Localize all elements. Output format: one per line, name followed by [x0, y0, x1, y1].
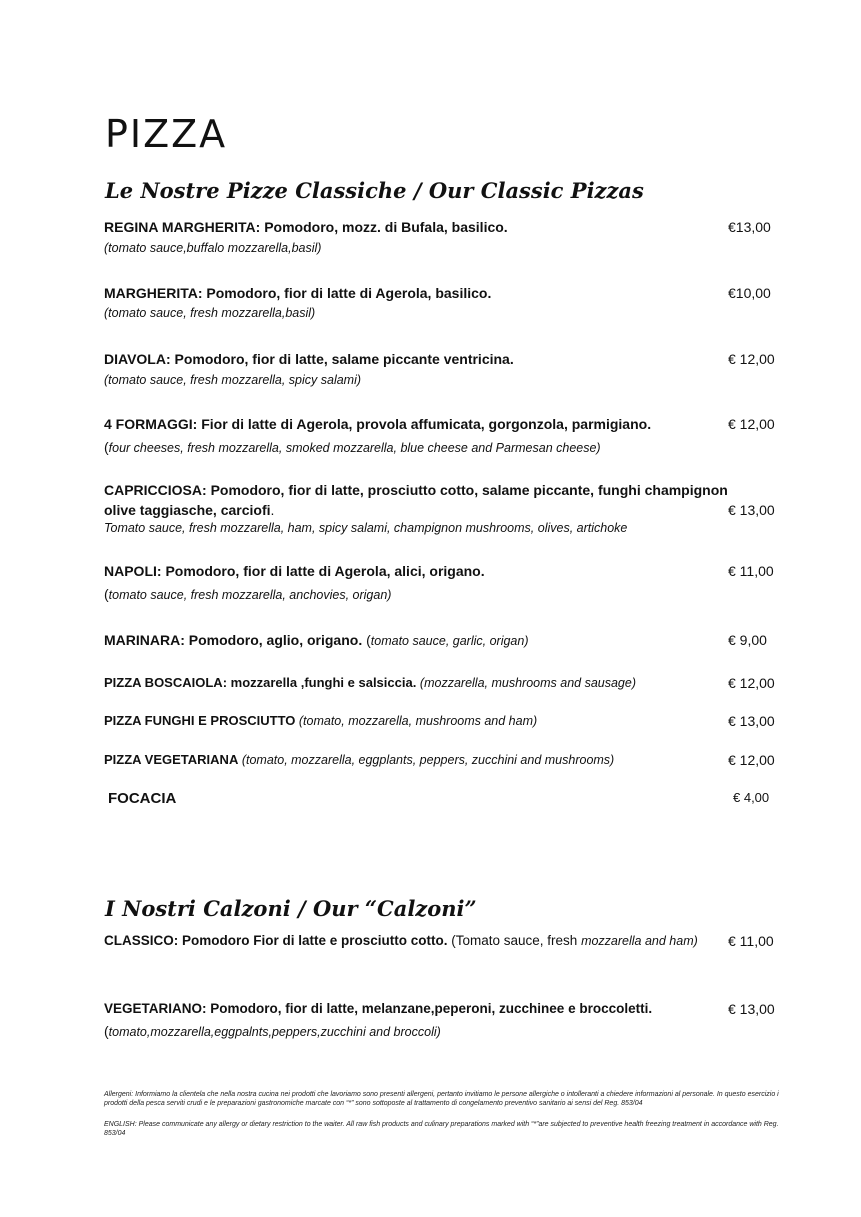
item-translation: tomato sauce, garlic, origan): [370, 634, 529, 648]
item-price: € 12,00: [728, 416, 775, 432]
item-name: NAPOLI: [104, 563, 157, 579]
item-translation: (tomato,mozzarella,eggpalnts,peppers,zucchini and broccoli): [104, 1023, 441, 1039]
item-desc: : Pomodoro, fior di latte, prosciutto cotto, salame piccante, funghi champignon: [202, 482, 728, 498]
menu-item: [104, 563, 485, 579]
page-title: PIZZA: [105, 112, 228, 156]
item-name: MARGHERITA: [104, 285, 198, 301]
menu-item: [104, 1001, 652, 1016]
item-name: REGINA MARGHERITA: [104, 219, 256, 235]
item-name: 4 FORMAGGI: [104, 416, 193, 432]
item-translation-plain: (Tomato sauce, fresh: [447, 933, 582, 948]
item-translation: (tomato, mozzarella, mushrooms and ham): [295, 714, 538, 728]
item-name: CLASSICO: Pomodoro Fior di latte e prosciutto cotto.: [104, 933, 448, 948]
item-price: €10,00: [728, 285, 771, 301]
item-price: € 12,00: [728, 351, 775, 367]
item-price: € 13,00: [728, 1001, 775, 1017]
item-price: € 13,00: [728, 502, 775, 518]
item-translation: (tomato sauce, fresh mozzarella, spicy salami): [104, 373, 362, 387]
menu-item: [104, 713, 537, 728]
item-name: MARINARA: [104, 632, 181, 648]
item-desc: : Pomodoro, fior di latte di Agerola, basilico.: [197, 285, 492, 301]
item-name: FOCACIA: [108, 790, 177, 807]
menu-item: [104, 219, 508, 235]
item-price: €13,00: [728, 219, 771, 235]
item-desc: : mozzarella ,funghi e salsiccia.: [222, 675, 420, 690]
item-desc: : Pomodoro, fior di latte di Agerola, alici, origano.: [156, 563, 485, 579]
item-desc-continued: olive taggiasche, carciofi.: [104, 502, 275, 518]
section-heading-classic: Le Nostre Pizze Classiche / Our Classic Pizzas: [105, 178, 644, 203]
item-translation: (tomato sauce, fresh mozzarella, anchovies, origan): [104, 586, 392, 602]
menu-item: [104, 482, 728, 498]
item-name: CAPRICCIOSA: [104, 482, 203, 498]
paren: (: [104, 439, 109, 455]
item-desc: : Fior di latte di Agerola, provola affumicata, gorgonzola, parmigiano.: [192, 416, 652, 432]
item-desc: : Pomodoro, aglio, origano.: [180, 632, 367, 648]
item-translation: [104, 439, 601, 455]
item-price: € 4,00: [733, 790, 770, 805]
item-price: € 11,00: [728, 933, 774, 949]
item-price: € 12,00: [728, 675, 775, 691]
item-desc: : Pomodoro, mozz. di Bufala, basilico.: [255, 219, 508, 235]
item-translation: Tomato sauce, fresh mozzarella, ham, spicy salami, champignon mushrooms, olives, artichoke: [104, 521, 628, 535]
menu-item: [104, 675, 636, 690]
item-translation: mozzarella and ham): [581, 934, 698, 948]
translation-text: four cheeses, fresh mozzarella, smoked mozzarella, blue cheese and Parmesan cheese): [108, 441, 601, 455]
menu-item: [104, 285, 491, 301]
allergen-notice-en: ENGLISH: Please communicate any allergy or dietary restriction to the waiter. All raw fish products and culinary preparations marked with “*”are subjected to preventive health freezing treatment in accordance with Reg. 853/04: [104, 1121, 779, 1138]
item-translation: (tomato sauce,buffalo mozzarella,basil): [104, 241, 322, 255]
item-name: PIZZA VEGETARIANA: [104, 752, 239, 767]
item-price: € 13,00: [728, 713, 775, 729]
item-name: PIZZA BOSCAIOLA: [104, 675, 223, 690]
item-price: € 11,00: [728, 563, 774, 579]
item-price: € 9,00: [728, 632, 767, 648]
allergen-notice-it: Allergeni: Informiamo la clientela che nella nostra cucina nei prodotti che lavoriamo sono presenti allergeni, pertanto invitiamo le persone allergiche o intolleranti a chiedere informazioni al personale. In questo esercizio i prodotti della pesca serviti crudi e le preparazioni gastronomiche marcate con “*” sono sottoposte al trattamento di congelamento preventivo sanitario ai sensi del Reg. 853/04: [104, 1091, 779, 1108]
menu-item: [104, 933, 698, 948]
item-name: PIZZA FUNGHI E PROSCIUTTO: [104, 713, 296, 728]
menu-item: [104, 416, 651, 432]
item-desc: : Pomodoro, fior di latte, salame piccante ventricina.: [165, 351, 514, 367]
menu-item: [104, 752, 614, 767]
item-price: € 12,00: [728, 752, 775, 768]
item-translation: (mozzarella, mushrooms and sausage): [419, 676, 636, 690]
item-name: VEGETARIANO: Pomodoro, fior di latte, melanzane,peperoni, zucchinee e broccoletti.: [104, 1001, 653, 1016]
item-translation: (tomato sauce, fresh mozzarella,basil): [104, 306, 316, 320]
item-translation: (tomato, mozzarella, eggplants, peppers, zucchini and mushrooms): [238, 753, 615, 767]
menu-item: [104, 351, 514, 367]
menu-item: MARINARA: Pomodoro, aglio, origano. (tomato sauce, garlic, origan): [104, 632, 529, 648]
item-name: DIAVOLA: [104, 351, 166, 367]
section-heading-calzoni: I Nostri Calzoni / Our “Calzoni”: [105, 896, 477, 921]
